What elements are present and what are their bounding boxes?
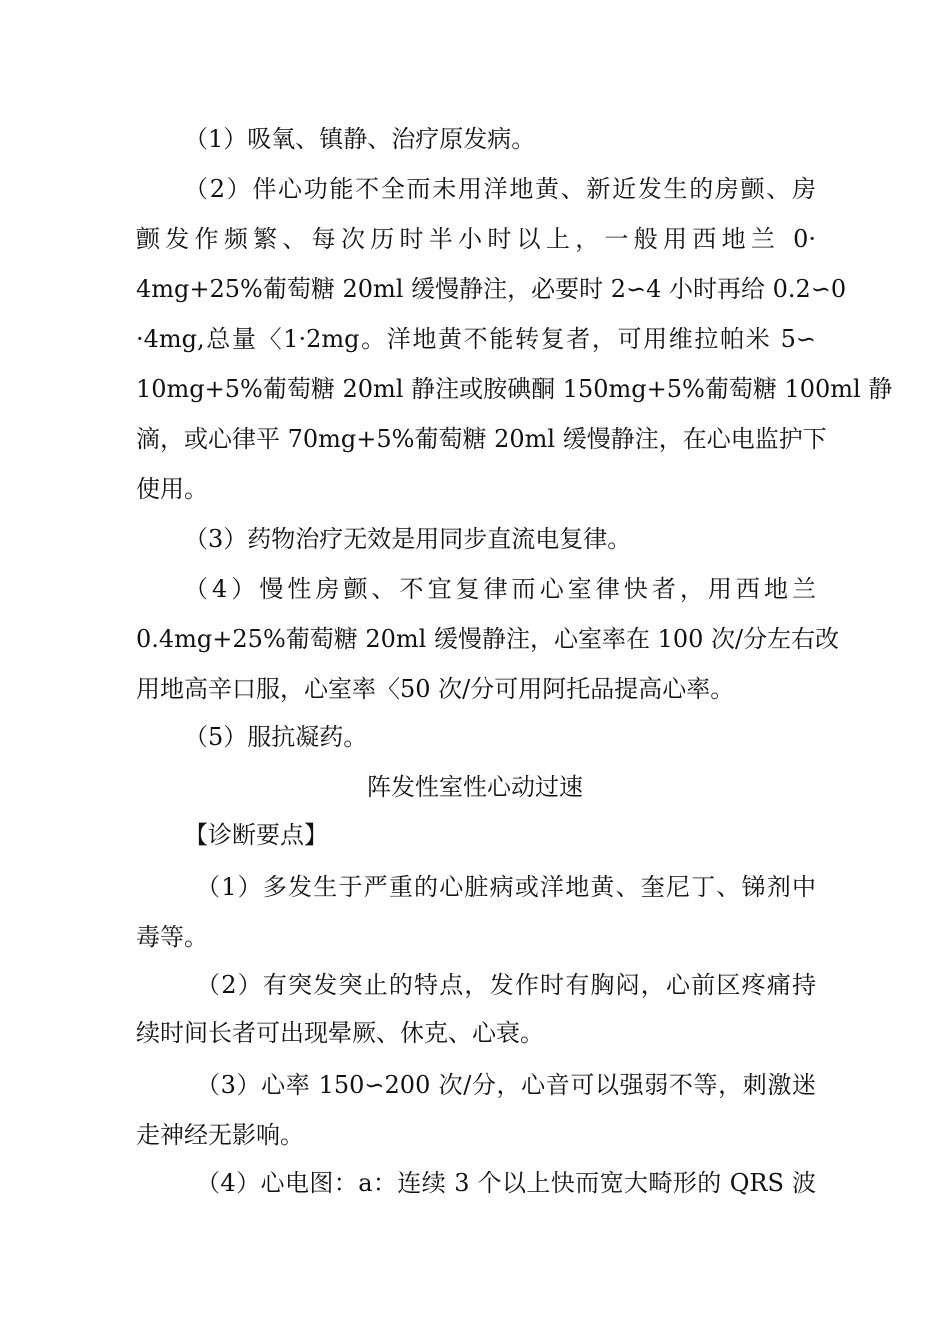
paragraph-5-line-1: （5）服抗凝药。 (184, 723, 368, 751)
section-title: 阵发性室性心动过速 (367, 773, 583, 801)
diagnosis-1-line-2: 毒等。 (136, 923, 208, 951)
paragraph-2-line-2: 颤发作频繁、每次历时半小时以上，一般用西地兰 0· (136, 225, 816, 253)
paragraph-4-line-1: （4）慢性房颤、不宜复律而心室律快者，用西地兰 (184, 575, 816, 603)
diagnosis-3-line-2: 走神经无影响。 (136, 1121, 304, 1149)
paragraph-2-line-5: 10mg+5%葡萄糖 20ml 静注或胺碘酮 150mg+5%葡萄糖 100ml 静 (136, 375, 893, 403)
diagnosis-3-line-1: （3）心率 150∽200 次/分，心音可以强弱不等，刺激迷 (196, 1071, 816, 1099)
paragraph-2-line-3: 4mg+25%葡萄糖 20ml 缓慢静注，必要时 2∽4 小时再给 0.2∽0 (136, 275, 847, 303)
diagnosis-2-line-1: （2）有突发突止的特点，发作时有胸闷，心前区疼痛持 (196, 971, 816, 999)
diagnosis-2-line-2: 续时间长者可出现晕厥、休克、心衰。 (136, 1019, 544, 1047)
paragraph-4-line-2: 0.4mg+25%葡萄糖 20ml 缓慢静注，心室率在 100 次/分左右改 (136, 625, 840, 653)
paragraph-4-line-3: 用地高辛口服，心室率〈50 次/分可用阿托品提高心率。 (136, 675, 735, 703)
diagnosis-1-line-1: （1）多发生于严重的心脏病或洋地黄、奎尼丁、锑剂中 (196, 873, 816, 901)
paragraph-2-line-6: 滴，或心律平 70mg+5%葡萄糖 20ml 缓慢静注，在心电监护下 (136, 425, 827, 453)
paragraph-2-line-4: ·4mg,总量〈1·2mg。洋地黄不能转复者，可用维拉帕米 5∽ (136, 325, 816, 353)
section-heading: 【诊断要点】 (184, 821, 328, 849)
paragraph-1-line-1: （1）吸氧、镇静、治疗原发病。 (184, 125, 536, 153)
diagnosis-4-line-1: （4）心电图：a：连续 3 个以上快而宽大畸形的 QRS 波 (196, 1169, 816, 1197)
paragraph-3-line-1: （3）药物治疗无效是用同步直流电复律。 (184, 525, 632, 553)
paragraph-2-line-7: 使用。 (136, 475, 208, 503)
paragraph-2-line-1: （2）伴心功能不全而未用洋地黄、新近发生的房颤、房 (184, 175, 816, 203)
